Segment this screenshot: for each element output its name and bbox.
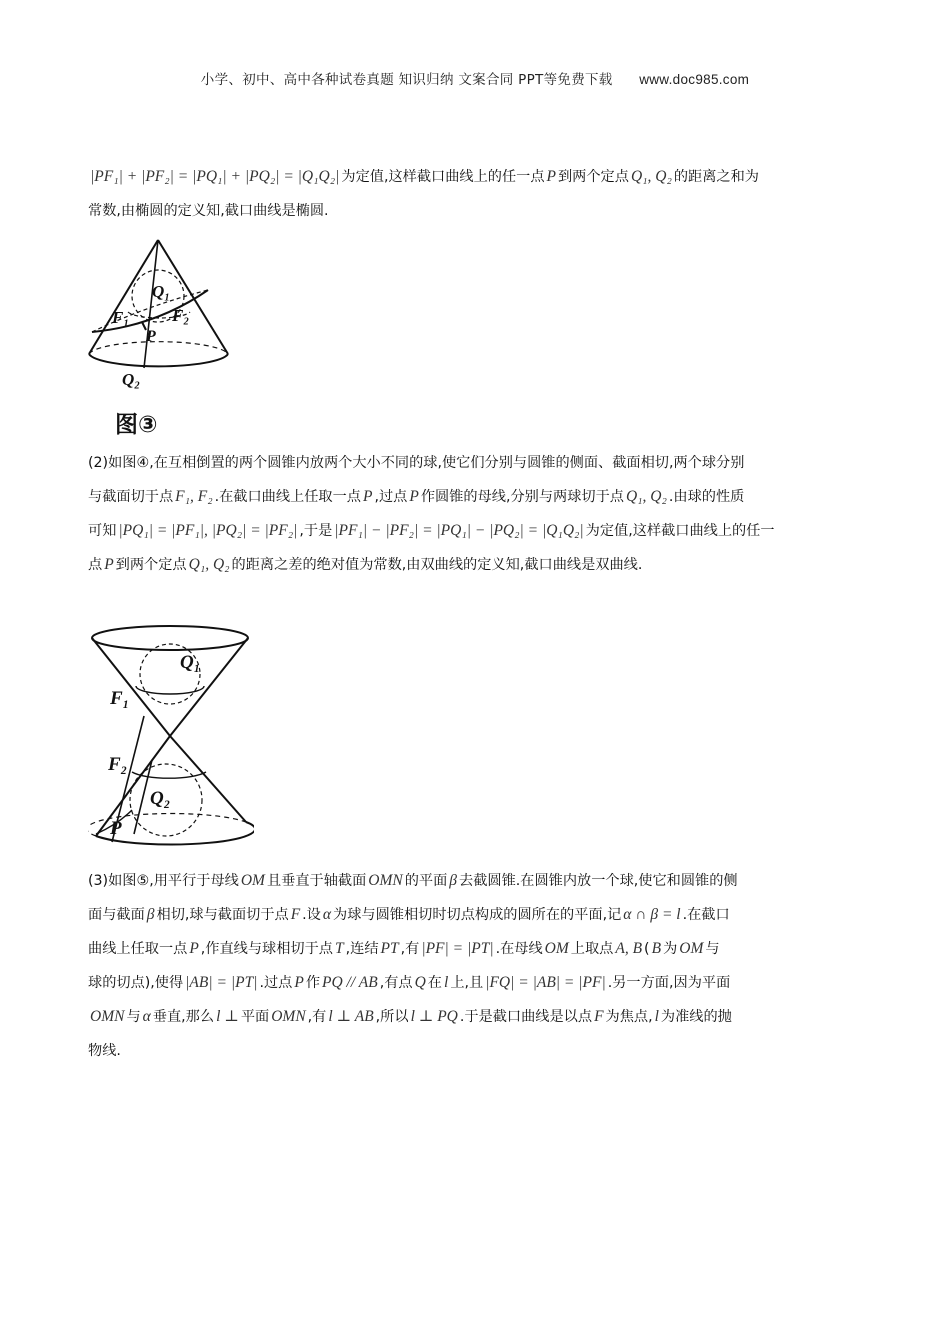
math-P: P — [189, 940, 199, 957]
text: 到两个定点 — [557, 169, 629, 185]
text: ,连结 — [345, 941, 379, 957]
text: 与 — [705, 941, 720, 957]
math-PQ-parallel-AB: PQ // AB — [322, 974, 378, 991]
math-Q: Q — [414, 974, 426, 991]
math-T: T — [335, 940, 344, 957]
text: .设 — [302, 907, 321, 923]
text: 去截圆锥.在圆锥内放一个球,使它和圆锥的侧 — [459, 873, 738, 889]
label-Q2: Q₂ — [122, 370, 141, 389]
text: ,作直线与球相切于点 — [200, 941, 333, 957]
math-beta: β — [146, 906, 155, 923]
math-F: F — [290, 906, 301, 923]
text: 物线. — [88, 1043, 121, 1059]
label-F1: F₁ — [110, 688, 130, 709]
math-l: l — [444, 974, 449, 991]
text: 垂直,那么 — [152, 1009, 215, 1025]
text: ( — [644, 941, 650, 957]
text: 为准线的抛 — [660, 1009, 732, 1025]
math-PT: PT — [380, 940, 399, 957]
text: .于是截口曲线是以点 — [459, 1009, 593, 1025]
figure-3-caption: 图③ — [115, 412, 158, 438]
text: 上,且 — [450, 975, 484, 991]
label-P: P — [146, 328, 156, 345]
text: .在母线 — [495, 941, 543, 957]
math-OMN: OMN — [271, 1008, 306, 1025]
equation-sum: |PF₁| + |PF₂| = |PQ₁| + |PQ₂| = |Q₁Q₂| — [90, 168, 340, 185]
text: 为定值,这样截口曲线上的任一点 — [341, 169, 545, 185]
text: ,于是 — [299, 523, 333, 539]
text: 的距离之和为 — [673, 169, 759, 185]
math-B: B — [651, 940, 662, 957]
text: 且垂直于轴截面 — [266, 873, 367, 889]
text: .由球的性质 — [668, 489, 745, 505]
text: 球的切点),使得 — [88, 975, 184, 991]
math-OM: OM — [240, 872, 265, 889]
paragraph-hyperbola — [88, 446, 868, 582]
text: 作圆锥的母线,分别与两球切于点 — [420, 489, 624, 505]
label-Q2: Q₂ — [150, 788, 171, 809]
text: ,有点 — [379, 975, 413, 991]
math-P: P — [294, 974, 304, 991]
text: 为定值,这样截口曲线上的任一 — [585, 523, 775, 539]
label-F2: F₂ — [108, 754, 128, 775]
text: ,有 — [307, 1009, 327, 1025]
text: .过点 — [259, 975, 293, 991]
equation-l-perp-PQ: l ⊥ PQ — [410, 1008, 458, 1025]
text: (3)如图⑤,用平行于母线 — [88, 873, 239, 889]
text: 点 — [88, 557, 103, 573]
equation-intersection: α ∩ β = l — [623, 906, 681, 923]
text: 面与截面 — [88, 907, 145, 923]
equation-PF-PT: |PF| = |PT| — [421, 940, 494, 957]
math-P: P — [409, 488, 419, 505]
text: 的平面 — [404, 873, 448, 889]
page-header — [0, 68, 950, 88]
text: 为焦点, — [605, 1009, 653, 1025]
math-OM: OM — [679, 940, 704, 957]
text: 上取点 — [570, 941, 614, 957]
paragraph-parabola — [88, 864, 868, 1068]
text: 的距离之差的绝对值为常数,由双曲线的定义知,截口曲线是双曲线. — [231, 557, 643, 573]
text: 为球与圆锥相切时切点构成的圆所在的平面,记 — [333, 907, 622, 923]
math-Q1Q2: Q₁, Q₂ — [630, 168, 672, 185]
text: 可知 — [88, 523, 117, 539]
math-OMN: OMN — [368, 872, 403, 889]
text: 为 — [663, 941, 678, 957]
text: ,所以 — [375, 1009, 409, 1025]
text: 曲线上任取一点 — [88, 941, 188, 957]
text: 常数,由椭圆的定义知,截口曲线是椭圆. — [88, 203, 329, 219]
math-Q1Q2: Q₁, Q₂ — [625, 488, 667, 505]
math-Q1Q2: Q₁, Q₂ — [188, 556, 230, 573]
text: ,有 — [400, 941, 420, 957]
text: 作 — [305, 975, 321, 991]
paragraph-ellipse-conclusion — [88, 160, 868, 228]
text: 平面 — [240, 1009, 270, 1025]
math-F1F2: F₁, F₂ — [175, 488, 213, 505]
math-OMN: OMN — [90, 1008, 125, 1025]
label-Q1: Q₁ — [180, 652, 201, 673]
math-alpha: α — [322, 906, 332, 923]
text: .在截口曲线上任取一点 — [214, 489, 361, 505]
label-F1: F₁ — [112, 308, 130, 327]
equation-difference: |PF₁| − |PF₂| = |PQ₁| − |PQ₂| = |Q₁Q₂| — [334, 522, 584, 539]
figure-4-double-cone — [88, 624, 254, 846]
math-beta: β — [449, 872, 458, 889]
equation-AB-PT: |AB| = |PT| — [185, 974, 258, 991]
math-l-perp: l ⊥ — [216, 1008, 239, 1025]
text: .在截口 — [682, 907, 730, 923]
text: ,过点 — [374, 489, 408, 505]
label-P: P — [110, 818, 122, 839]
math-F: F — [594, 1008, 604, 1025]
math-alpha: α — [142, 1008, 151, 1025]
text: 与 — [126, 1009, 141, 1025]
label-Q1: Q₁ — [152, 282, 171, 301]
equation-tangent-lengths: |PQ₁| = |PF₁|, |PQ₂| = |PF₂| — [118, 522, 298, 539]
text: (2)如图④,在互相倒置的两个圆锥内放两个大小不同的球,使它们分别与圆锥的侧面、截面相切,两个球分别 — [88, 455, 745, 471]
text: 在 — [427, 975, 442, 991]
text: 相切,球与截面切于点 — [156, 907, 289, 923]
math-AB: A, B — [615, 940, 643, 957]
text: 与截面切于点 — [88, 489, 174, 505]
figure-3-ellipse-cone — [86, 236, 246, 396]
math-P: P — [363, 488, 373, 505]
math-P: P — [104, 556, 114, 573]
equation-l-perp-AB: l ⊥ AB — [328, 1008, 374, 1025]
header-url[interactable]: www.doc985.com — [639, 72, 750, 87]
math-P: P — [546, 168, 556, 185]
label-F2: F₂ — [172, 306, 190, 325]
header-text: 小学、初中、高中各种试卷真题 知识归纳 文案合同 PPT等免费下载 — [200, 72, 613, 88]
math-OM: OM — [544, 940, 569, 957]
math-l: l — [654, 1008, 659, 1025]
equation-FQ: |FQ| = |AB| = |PF| — [485, 974, 606, 991]
text: .另一方面,因为平面 — [607, 975, 731, 991]
text: 到两个定点 — [115, 557, 187, 573]
